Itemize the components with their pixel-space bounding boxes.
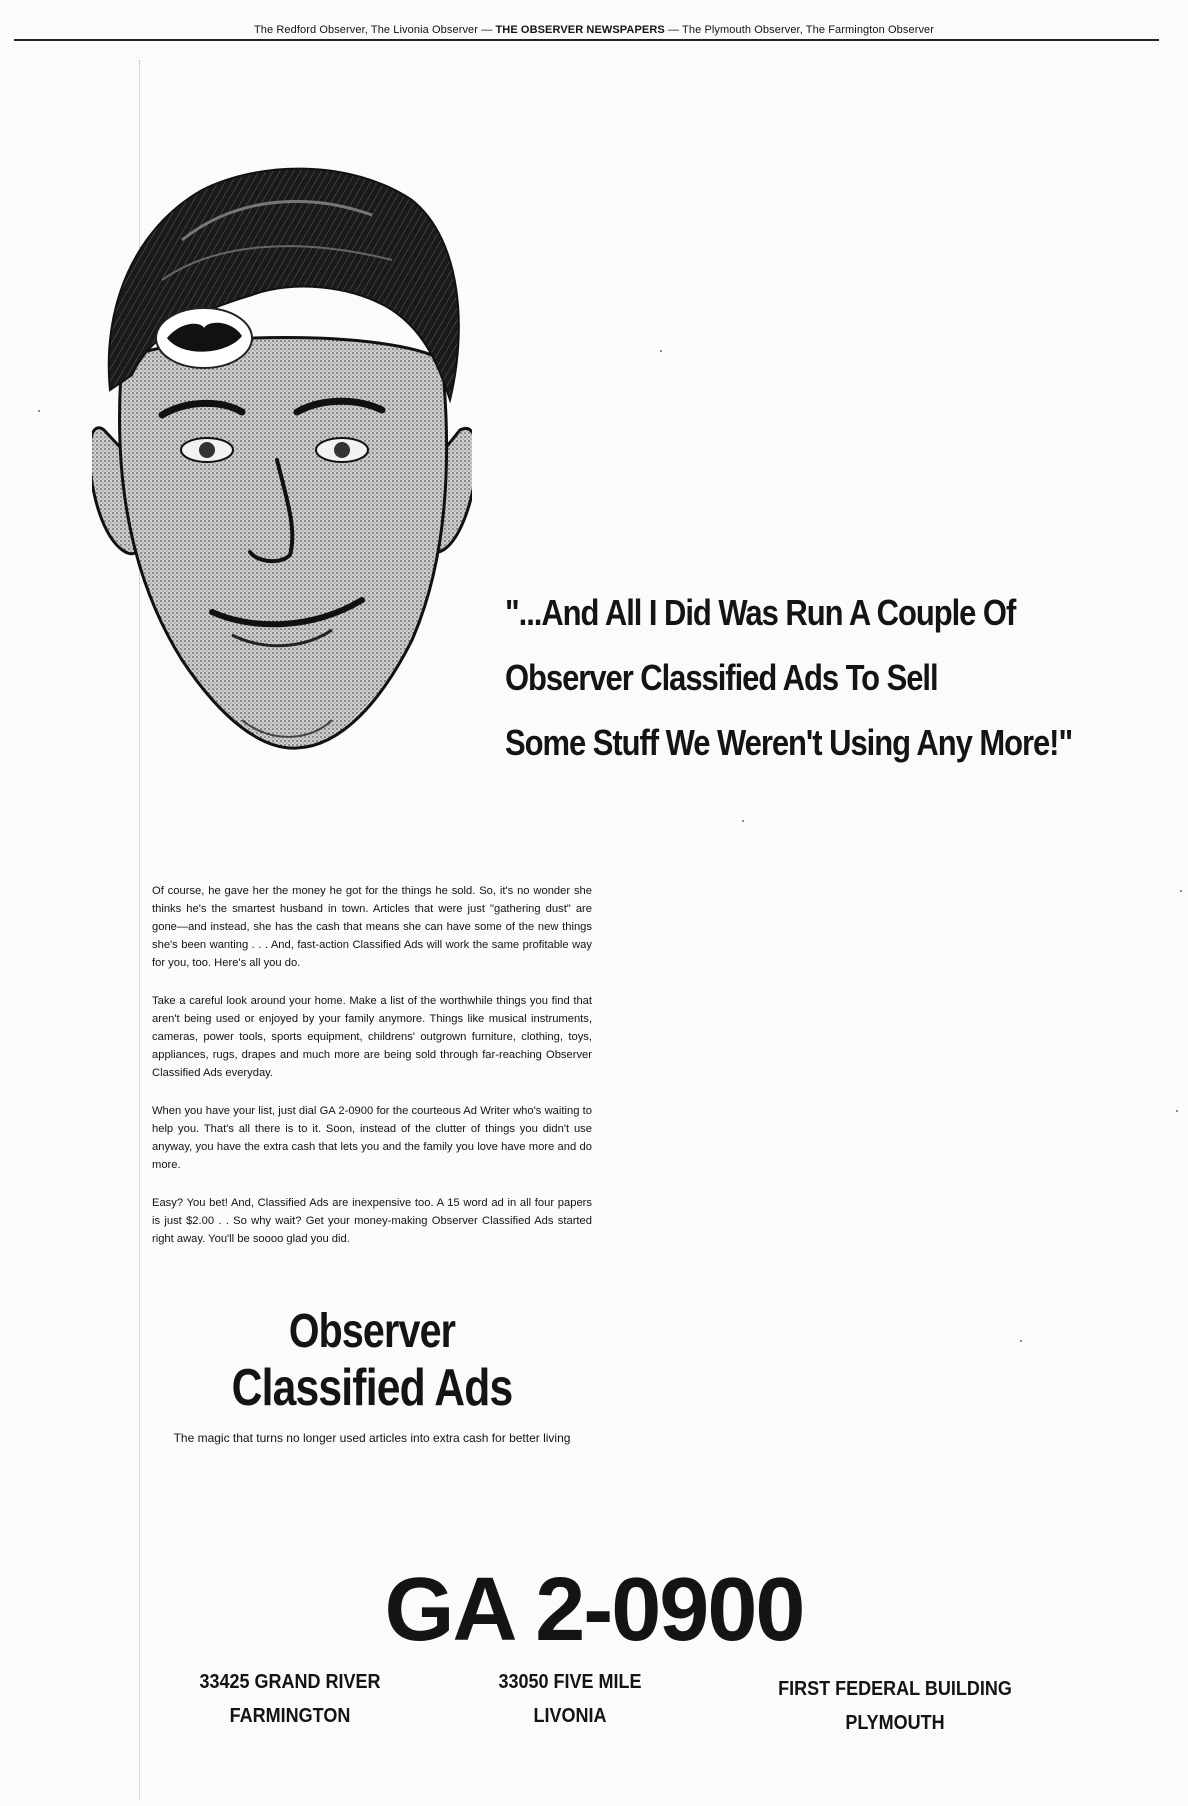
classified-ads-logo [152, 1305, 592, 1445]
address-street: 33425 GRAND RIVER [199, 1671, 381, 1693]
address-livonia [480, 1665, 660, 1733]
address-street: FIRST FEDERAL BUILDING [778, 1678, 1012, 1700]
headline-line-1: "...And All I Did Was Run A Couple Of [505, 592, 1016, 633]
headline [505, 580, 1073, 775]
print-speck [1180, 890, 1182, 892]
body-paragraph-1: Of course, he gave her the money he got for the things he sold. So, it's no wonder she thinks he's the smartest husband in town. Articles that were just "gathering dust" are gone—and instead, she has the cash that means she can have some of the new things she's been wanting . . . And, fast-action Classified Ads will work the same profitable way for you, too. Here's all you do. [152, 885, 592, 969]
masthead [0, 24, 1188, 36]
body-paragraph-2: Take a careful look around your home. Make a list of the worthwhile things you find that aren't being used or enjoyed by your family anymore. Things like musical instruments, cameras, power tools, sports equipment, childrens' outgrown furniture, clothing, toys, appliances, rugs, drapes and much more are being sold through far-reaching Observer Classified Ads everyday. [152, 995, 592, 1079]
address-street: 33050 FIVE MILE [498, 1671, 642, 1693]
body-paragraph-4: Easy? You bet! And, Classified Ads are inexpensive too. A 15 word ad in all four papers is just $2.00 . . So why wait? Get your money-making Observer Classified Ads started right away. You'll be soooo glad you did. [152, 1197, 592, 1245]
address-city: FARMINGTON [229, 1705, 351, 1727]
address-farmington [164, 1665, 416, 1733]
headline-line-2: Observer Classified Ads To Sell [505, 657, 938, 698]
headline-line-3: Some Stuff We Weren't Using Any More!" [505, 722, 1073, 763]
body-copy [152, 882, 592, 1268]
body-paragraph-3: When you have your list, just dial GA 2-0900 for the courteous Ad Writer who's waiting to help you. That's all there is to it. Soon, instead of the clutter of things you didn't use anyway, you have the extra cash that lets you and the family you love have more and do more. [152, 1105, 592, 1171]
masthead-left: The Redford Observer, The Livonia Observer — [253, 24, 493, 36]
man-face-illustration [92, 160, 472, 760]
print-speck [1020, 1340, 1022, 1342]
print-speck [742, 820, 744, 822]
print-speck [1176, 1110, 1178, 1112]
address-city: PLYMOUTH [845, 1712, 945, 1734]
face-shape [120, 338, 447, 749]
phone-number: GA 2-0900 [384, 1560, 804, 1660]
masthead-right: — The Plymouth Observer, The Farmington Observer [667, 24, 935, 36]
logo-line-1: Observer [288, 1305, 456, 1358]
address-city: LIVONIA [533, 1705, 607, 1727]
print-speck [660, 350, 662, 352]
address-plymouth [765, 1672, 1026, 1740]
print-speck [38, 410, 40, 412]
logo-line-2: Classified Ads [231, 1359, 513, 1417]
masthead-center: THE OBSERVER NEWSPAPERS [495, 24, 665, 36]
masthead-rule [14, 39, 1159, 41]
logo-tagline: The magic that turns no longer used articles into extra cash for better living [173, 1431, 571, 1445]
